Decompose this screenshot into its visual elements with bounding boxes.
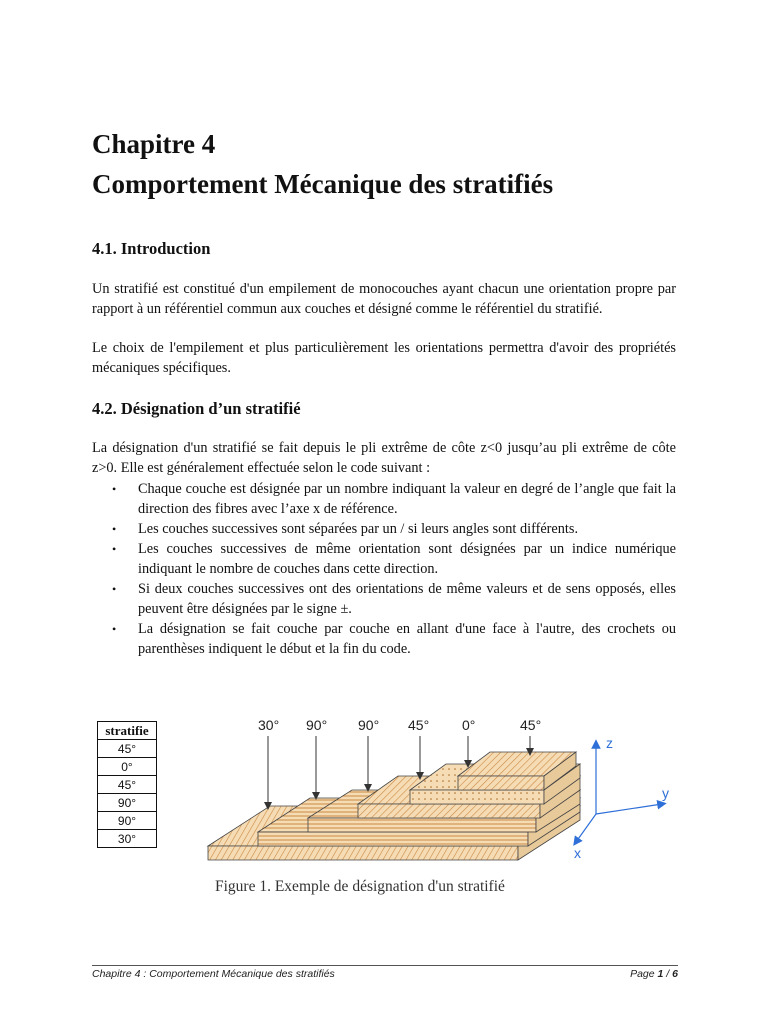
- y-axis-label: y: [662, 785, 669, 801]
- angle-label: 45°: [520, 717, 542, 733]
- angle-label: 90°: [306, 717, 328, 733]
- table-row: 90°: [98, 794, 157, 812]
- bullet-icon: •: [112, 521, 117, 536]
- axes: [574, 735, 669, 861]
- bullet-icon: •: [112, 482, 117, 496]
- z-axis-label: z: [606, 735, 613, 751]
- table-row: 45°: [98, 740, 157, 758]
- stacking-table-header: stratifie: [98, 722, 157, 740]
- angle-label: 0°: [462, 717, 476, 733]
- table-row: 45°: [98, 776, 157, 794]
- bullet-icon: •: [112, 541, 117, 556]
- intro-paragraph-2: Le choix de l'empilement et plus particulièrement les orientations permettra d'avoir des propriétés mécaniques spécifiques.: [92, 340, 676, 376]
- bullet-icon: •: [112, 621, 117, 636]
- table-row: 0°: [98, 758, 157, 776]
- figure-caption: Figure 1. Exemple de désignation d'un stratifié: [215, 878, 505, 895]
- list-item: • Les couches successives de même orientation sont désignées par un indice numérique indiquant le nombre de couches dans cette direction.: [112, 540, 676, 577]
- laminate-figure: [200, 706, 680, 866]
- angle-label: 45°: [408, 717, 430, 733]
- angle-label: 90°: [358, 717, 380, 733]
- designation-paragraph: La désignation d'un stratifié se fait depuis le pli extrême de côte z<0 jusqu’au pli extrême de côte z>0. Elle est généralement effectuée selon le code suivant :: [92, 440, 676, 476]
- table-row: 30°: [98, 830, 157, 848]
- chapter-heading: [92, 124, 553, 204]
- intro-paragraph-1: Un stratifié est constitué d'un empilement de monocouches ayant chacun une orientation propre par rapport à un référentiel commun aux couches et désigné comme le référentiel du stratifié.: [92, 281, 676, 317]
- list-item: • Chaque couche est désignée par un nombre indiquant la valeur en degré de l’angle que fait la direction des fibres avec l’axe x de référence.: [112, 481, 676, 517]
- stacking-table: [97, 721, 157, 848]
- chapter-number: Chapitre 4: [92, 129, 216, 159]
- section-intro-title: 4.1. Introduction: [92, 239, 211, 258]
- page-number: Page 1 / 6: [630, 968, 678, 980]
- list-item: • Si deux couches successives ont des orientations de même valeurs et de sens opposés, elles peuvent être désignées par le signe ±.: [112, 580, 676, 617]
- chapter-title: Comportement Mécanique des stratifiés: [92, 169, 554, 199]
- section-designation-title: 4.2. Désignation d’un stratifié: [92, 399, 301, 418]
- table-row: 90°: [98, 812, 157, 830]
- list-item: • La désignation se fait couche par couche en allant d'une face à l'autre, des crochets ou parenthèses indiquent le début et la fin du code.: [112, 620, 676, 657]
- bullet-icon: •: [112, 581, 117, 596]
- footer-title: Chapitre 4 : Comportement Mécanique des stratifiés: [92, 968, 335, 980]
- angle-label: 30°: [258, 717, 280, 733]
- designation-rules-list: [92, 480, 676, 660]
- x-axis-label: x: [574, 845, 581, 861]
- list-item: • Les couches successives sont séparées par un / si leurs angles sont différents.: [92, 520, 676, 540]
- footer-divider: [92, 965, 678, 966]
